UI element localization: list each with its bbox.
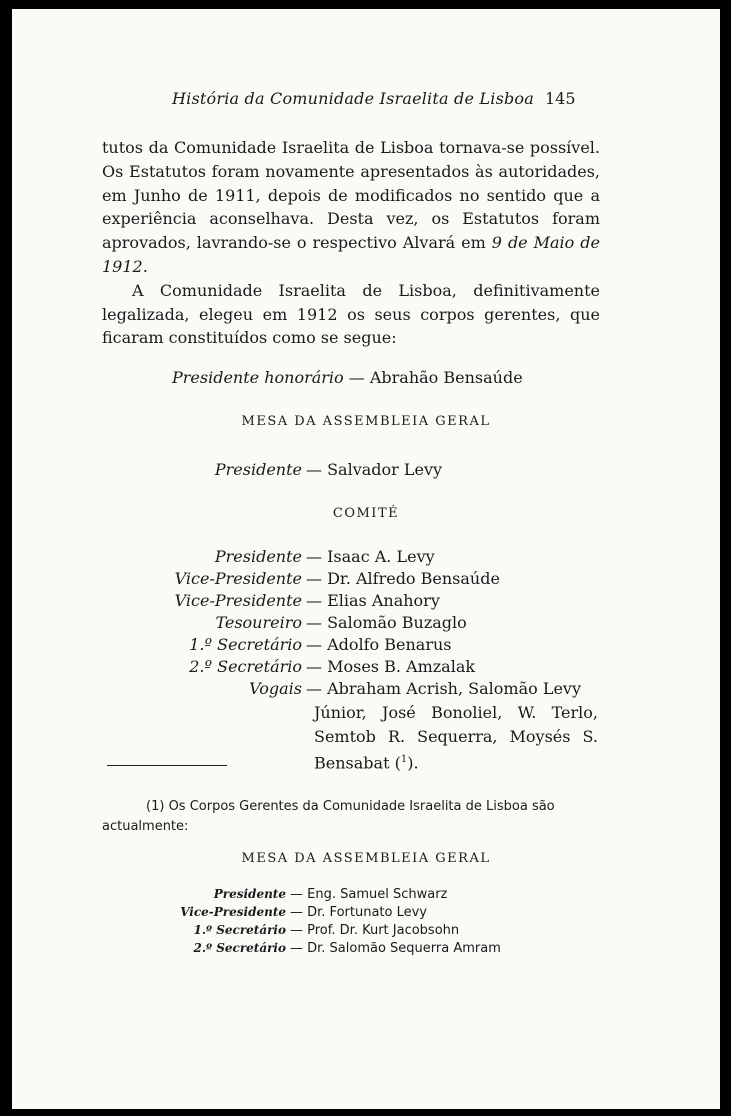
assembly-name: — Salvador Levy — [306, 460, 443, 479]
vogais-role: Vogais — [249, 679, 302, 698]
footnote-name: — Dr. Fortunato Levy — [290, 905, 427, 920]
vogais-first-line: — Abraham Acrish, Salomão Levy — [306, 679, 581, 698]
footnote-mark: (1) — [146, 799, 165, 814]
footnote-name: — Eng. Samuel Schwarz — [290, 887, 448, 902]
vogais-names: Júnior, José Bonoliel, W. Terlo, Semtob R. Sequerra, Moysés S. Bensabat ( — [314, 703, 598, 773]
committee-role: Tesoureiro — [215, 613, 302, 632]
footnote-text — [102, 797, 600, 837]
footnote-name: — Dr. Salomão Sequerra Amram — [290, 941, 501, 956]
committee-name: — Dr. Alfredo Bensaúde — [306, 569, 500, 588]
footnote-reference: 1 — [400, 754, 408, 765]
paragraph-1-text: tutos da Comunidade Israelita de Lisboa tornava-se possível. Os Estatutos foram novamente apresentados às autoridades, em Junho de 1911, depois de modificados no sentido que a experiência aconselhava. Desta vez, os Estatutos foram aprovados, lavrando-se o respectivo Alvará em — [102, 138, 600, 253]
honorary-name: — Abrahão Bensaúde — [348, 368, 523, 387]
footnote-role: Vice-Presidente — [180, 905, 286, 919]
committee-role: Vice-Presidente — [174, 569, 302, 588]
paragraph-1 — [102, 136, 600, 279]
committee-name: — Isaac A. Levy — [306, 547, 435, 566]
honorary-president-line — [172, 368, 523, 387]
page-number: 145 — [545, 89, 576, 108]
footnote-role: 2.º Secretário — [193, 941, 286, 955]
committee-name: — Moses B. Amzalak — [306, 657, 476, 676]
footnote-role: 1.º Secretário — [193, 923, 286, 937]
committee-role: Vice-Presidente — [174, 591, 302, 610]
footnote-heading: MESA DA ASSEMBLEIA GERAL — [241, 851, 491, 866]
committee-name: — Elias Anahory — [306, 591, 440, 610]
paragraph-2: A Comunidade Israelita de Lisboa, definitivamente legalizada, elegeu em 1912 os seus corpos gerentes, que ficaram constituídos como se segue: — [102, 280, 600, 348]
footnote-body: Os Corpos Gerentes da Comunidade Israelita de Lisboa são actualmente: — [102, 799, 555, 834]
assembly-heading: MESA DA ASSEMBLEIA GERAL — [241, 414, 491, 429]
footnote-rule — [107, 765, 227, 766]
committee-heading: COMITÉ — [332, 506, 400, 521]
vogais-continuation — [314, 701, 598, 775]
committee-role: Presidente — [214, 547, 302, 566]
assembly-role: Presidente — [214, 460, 302, 479]
footnote-name: — Prof. Dr. Kurt Jacobsohn — [290, 923, 460, 938]
committee-role: 1.º Secretário — [189, 635, 302, 654]
vogais-end: ). — [407, 753, 419, 773]
honorary-role: Presidente honorário — [172, 368, 344, 387]
book-page — [12, 9, 720, 1109]
committee-name: — Adolfo Benarus — [306, 635, 452, 654]
body-text — [102, 136, 600, 350]
paragraph-1-end: . — [142, 256, 148, 276]
running-header: História da Comunidade Israelita de Lisboa — [172, 89, 534, 108]
committee-name: — Salomão Buzaglo — [306, 613, 467, 632]
committee-role: 2.º Secretário — [189, 657, 302, 676]
footnote-role: Presidente — [213, 887, 286, 901]
alvara-date: 9 de Maio de 1912 — [102, 233, 601, 276]
